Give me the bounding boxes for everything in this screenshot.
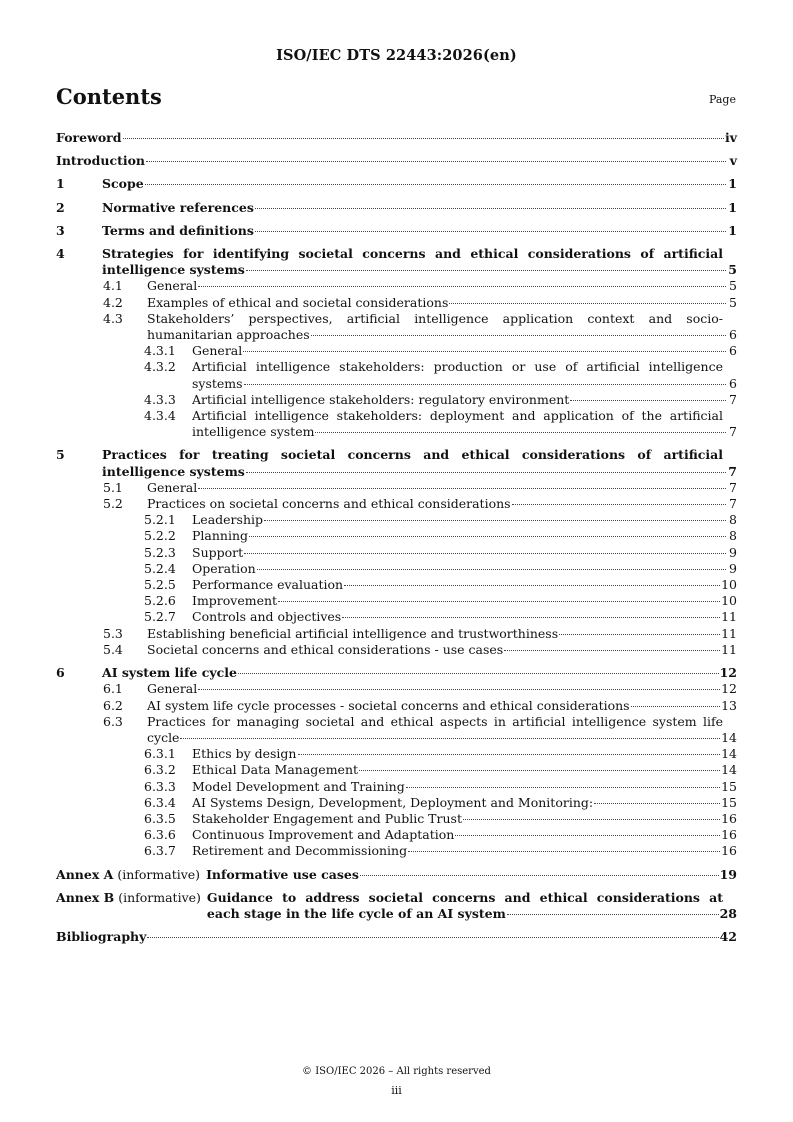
toc-number: 6.3.6	[144, 827, 176, 843]
toc-entry-s6-3-7[interactable]	[56, 843, 737, 859]
toc-entry-s6-3-5[interactable]	[56, 811, 737, 827]
toc-entry-s6[interactable]	[56, 665, 737, 681]
dot-leader	[463, 819, 720, 820]
toc-page-number: 6	[729, 343, 737, 359]
toc-number: 5.4	[103, 641, 123, 657]
toc-title: Artificial intelligence stakeholders: deployment and application of the artificial	[192, 408, 723, 424]
table-of-contents	[56, 130, 737, 945]
toc-page-number: 13	[721, 697, 737, 713]
toc-title: Controls and objectives	[192, 609, 342, 625]
toc-page-number: 14	[721, 746, 737, 762]
dot-leader	[246, 472, 726, 473]
dot-leader	[559, 634, 720, 635]
toc-number: 5.2.2	[144, 528, 176, 544]
toc-title: Continuous Improvement and Adaptation	[192, 827, 455, 843]
toc-page-number: 15	[721, 778, 737, 794]
toc-page-number: 12	[719, 665, 737, 681]
toc-page-number: 7	[729, 391, 737, 407]
toc-entry-s5-2-7[interactable]	[56, 609, 737, 625]
toc-page-number: 10	[721, 577, 737, 593]
dot-leader	[278, 601, 720, 602]
toc-number: 5.2.4	[144, 560, 176, 576]
toc-page-number: 14	[721, 762, 737, 778]
toc-title: cycle	[147, 729, 180, 745]
copyright-footer: © ISO/IEC 2026 – All rights reserved	[302, 1066, 491, 1077]
toc-title: Foreword	[56, 130, 122, 145]
toc-page-number: 11	[721, 641, 737, 657]
toc-page-number: 7	[728, 463, 737, 479]
dot-leader	[244, 553, 726, 554]
dot-leader	[311, 335, 726, 336]
toc-page-number: 9	[729, 544, 737, 560]
toc-entry-s5-2-1[interactable]	[56, 512, 737, 528]
dot-leader	[146, 161, 726, 162]
toc-title: Scope	[102, 176, 144, 192]
toc-entry-s4-3-2[interactable]	[56, 359, 737, 391]
toc-entry-s2[interactable]	[56, 200, 737, 216]
toc-entry-s5-2-6[interactable]	[56, 593, 737, 609]
toc-entry-annex-a[interactable]	[56, 867, 737, 883]
toc-entry-s4-1[interactable]	[56, 278, 737, 294]
dot-leader	[507, 914, 719, 915]
toc-title: intelligence systems	[102, 463, 245, 479]
dot-leader	[449, 303, 726, 304]
toc-title: Ethics by design	[192, 746, 297, 762]
toc-entry-intro[interactable]	[56, 153, 737, 169]
toc-title: intelligence system	[192, 424, 315, 440]
dot-leader	[631, 706, 721, 707]
toc-entry-s5-1[interactable]	[56, 480, 737, 496]
toc-page-number: 16	[721, 827, 737, 843]
dot-leader	[145, 184, 726, 185]
toc-entry-s5-2[interactable]	[56, 496, 737, 512]
toc-page-number: 15	[721, 794, 737, 810]
toc-entry-annex-b[interactable]	[56, 890, 737, 922]
toc-page-number: 10	[721, 593, 737, 609]
dot-leader	[249, 536, 726, 537]
toc-entry-s1[interactable]	[56, 176, 737, 192]
toc-number: 5.1	[103, 479, 123, 495]
toc-number: 6.2	[103, 697, 123, 713]
dot-leader	[359, 770, 720, 771]
dot-leader	[180, 738, 720, 739]
dot-leader	[255, 231, 726, 232]
toc-title: systems	[192, 375, 243, 391]
toc-title: humanitarian approaches	[147, 327, 310, 343]
dot-leader	[408, 851, 720, 852]
toc-number: 5	[56, 447, 65, 463]
annex-label: Annex A	[56, 866, 114, 882]
toc-title: Practices for treating societal concerns and ethical considerations of artificial	[102, 447, 723, 463]
toc-title: Planning	[192, 528, 249, 544]
toc-entry-s4[interactable]	[56, 246, 737, 278]
toc-page-number: 16	[721, 810, 737, 826]
toc-number: 6.3.7	[144, 843, 176, 859]
dot-leader	[315, 432, 726, 433]
toc-page-number: 7	[729, 424, 737, 440]
toc-entry-s5-3[interactable]	[56, 626, 737, 642]
toc-page-number: 5	[729, 294, 737, 310]
toc-page-number: v	[729, 153, 737, 169]
toc-page-number: 9	[729, 560, 737, 576]
dot-leader	[255, 208, 726, 209]
toc-title: Model Development and Training	[192, 778, 405, 794]
toc-number: 4.3.3	[144, 391, 176, 407]
dot-leader	[406, 787, 720, 788]
toc-number: 5.2.1	[144, 512, 176, 528]
dot-leader	[257, 569, 726, 570]
dot-leader	[246, 270, 726, 271]
toc-title: Stakeholders’ perspectives, artificial intelligence application context and socio-	[147, 310, 723, 326]
toc-title: Guidance to address societal concerns and ethical considerations at	[206, 889, 723, 905]
toc-number: 5.2.5	[144, 577, 176, 593]
toc-entry-s6-3[interactable]	[56, 714, 737, 746]
annex-type: (informative)	[118, 889, 201, 905]
toc-number: 4	[56, 246, 65, 262]
toc-number: 4.2	[103, 294, 123, 310]
toc-title: each stage in the life cycle of an AI system	[206, 905, 506, 921]
dot-leader	[504, 650, 720, 651]
toc-title: Artificial intelligence stakeholders: production or use of artificial intelligence	[192, 359, 723, 375]
toc-number: 6.3.2	[144, 762, 176, 778]
toc-title: Improvement	[192, 593, 278, 609]
toc-entry-s6-2[interactable]	[56, 698, 737, 714]
toc-number: 3	[56, 222, 65, 238]
annex-type: (informative)	[117, 866, 201, 882]
toc-title: Terms and definitions	[102, 222, 254, 238]
toc-page-number: 42	[719, 929, 737, 945]
dot-leader	[198, 286, 726, 287]
toc-page-number: 8	[729, 512, 737, 528]
toc-number: 4.1	[103, 278, 123, 294]
toc-title: Support	[192, 544, 244, 560]
toc-number: 6.3.1	[144, 746, 176, 762]
annex-label: Annex B	[56, 889, 115, 905]
dot-leader	[512, 504, 726, 505]
toc-page-number: 7	[729, 496, 737, 512]
toc-title: Artificial intelligence stakeholders: regulatory environment	[192, 391, 570, 407]
dot-leader	[570, 400, 726, 401]
toc-title: General	[147, 479, 198, 495]
dot-leader	[342, 617, 720, 618]
toc-page-number: 19	[719, 866, 737, 882]
toc-number: 6.3	[103, 713, 123, 729]
toc-title: Operation	[192, 560, 256, 576]
toc-number: 6	[56, 665, 65, 681]
toc-title: Stakeholder Engagement and Public Trust	[192, 810, 462, 826]
toc-entry-s4-3-3[interactable]	[56, 392, 737, 408]
dot-leader	[594, 803, 720, 804]
toc-page-number: 5	[728, 262, 737, 278]
toc-number: 6.3.4	[144, 794, 176, 810]
toc-entry-s4-3[interactable]	[56, 311, 737, 343]
document-id-header: ISO/IEC DTS 22443:2026(en)	[276, 47, 517, 64]
toc-page-number: 6	[729, 327, 737, 343]
dot-leader	[298, 754, 721, 755]
toc-entry-s6-1[interactable]	[56, 681, 737, 697]
toc-title: General	[192, 343, 243, 359]
dot-leader	[243, 351, 726, 352]
toc-title: Informative use cases	[206, 866, 359, 882]
toc-page-number: 16	[721, 843, 737, 859]
toc-page-number: 1	[728, 176, 737, 192]
toc-number: 6.3.5	[144, 810, 176, 826]
dot-leader	[244, 384, 726, 385]
toc-title: AI system life cycle processes - societal concerns and ethical considerations	[147, 697, 630, 713]
toc-title: Performance evaluation	[192, 577, 344, 593]
toc-number: 5.2.7	[144, 609, 176, 625]
toc-entry-s5[interactable]	[56, 447, 737, 479]
toc-entry-s3[interactable]	[56, 223, 737, 239]
toc-title: intelligence systems	[102, 262, 245, 278]
toc-entry-s5-2-5[interactable]	[56, 577, 737, 593]
toc-title: Retirement and Decommissioning	[192, 843, 408, 859]
toc-entry-s4-3-1[interactable]	[56, 343, 737, 359]
toc-entry-s6-3-1[interactable]	[56, 746, 737, 762]
toc-title: Bibliography	[56, 929, 147, 945]
contents-title: Contents	[56, 84, 162, 109]
toc-entry-s5-4[interactable]	[56, 642, 737, 658]
toc-number: 4.3.1	[144, 343, 176, 359]
toc-number: 6.1	[103, 681, 123, 697]
page-column-label: Page	[708, 93, 736, 106]
toc-number: 5.3	[103, 625, 123, 641]
toc-page-number: 11	[721, 609, 737, 625]
toc-entry-s6-3-6[interactable]	[56, 827, 737, 843]
toc-page-number: iv	[724, 130, 737, 145]
toc-title: Examples of ethical and societal considerations	[147, 294, 449, 310]
toc-page-number: 7	[729, 479, 737, 495]
toc-title: AI system life cycle	[102, 665, 237, 681]
toc-title: Establishing beneficial artificial intelligence and trustworthiness	[147, 625, 559, 641]
toc-page-number: 14	[721, 729, 737, 745]
dot-leader	[147, 937, 718, 938]
toc-title: Introduction	[56, 153, 146, 169]
toc-page-number: 8	[729, 528, 737, 544]
toc-title: Strategies for identifying societal concerns and ethical considerations of artificial	[102, 246, 723, 262]
toc-title: AI Systems Design, Development, Deployment and Monitoring:	[192, 794, 594, 810]
toc-entry-s4-2[interactable]	[56, 295, 737, 311]
toc-page-number: 1	[728, 199, 737, 215]
toc-number: 1	[56, 176, 65, 192]
dot-leader	[360, 875, 719, 876]
toc-entry-foreword[interactable]	[56, 130, 737, 146]
toc-title: Practices for managing societal and ethical aspects in artificial intelligence system life	[147, 713, 723, 729]
toc-entry-s6-3-4[interactable]	[56, 795, 737, 811]
toc-page-number: 5	[729, 278, 737, 294]
toc-number: 4.3	[103, 310, 123, 326]
dot-leader	[264, 520, 726, 521]
toc-number: 6.3.3	[144, 778, 176, 794]
toc-entry-s4-3-4[interactable]	[56, 408, 737, 440]
toc-title: Ethical Data Management	[192, 762, 359, 778]
dot-leader	[198, 488, 726, 489]
toc-entry-s5-2-4[interactable]	[56, 561, 737, 577]
toc-title: Societal concerns and ethical considerations - use cases	[147, 641, 504, 657]
toc-entry-s5-2-3[interactable]	[56, 545, 737, 561]
toc-page-number: 28	[719, 905, 737, 921]
toc-number: 5.2.3	[144, 544, 176, 560]
toc-page-number: 12	[721, 681, 737, 697]
toc-entry-s5-2-2[interactable]	[56, 528, 737, 544]
toc-title: General	[147, 681, 198, 697]
toc-number: 4.3.4	[144, 408, 176, 424]
dot-leader	[238, 673, 719, 674]
dot-leader	[123, 138, 724, 139]
dot-leader	[198, 689, 720, 690]
toc-page-number: 11	[721, 625, 737, 641]
toc-title: Normative references	[102, 199, 254, 215]
toc-page-number: 1	[728, 222, 737, 238]
page-number: iii	[391, 1084, 402, 1097]
toc-entry-biblio[interactable]	[56, 929, 737, 945]
toc-title: General	[147, 278, 198, 294]
toc-entry-s6-3-3[interactable]	[56, 779, 737, 795]
dot-leader	[344, 585, 720, 586]
toc-number: 5.2	[103, 496, 123, 512]
toc-entry-s6-3-2[interactable]	[56, 762, 737, 778]
toc-title: Practices on societal concerns and ethical considerations	[147, 496, 511, 512]
toc-number: 4.3.2	[144, 359, 176, 375]
toc-number: 2	[56, 199, 65, 215]
toc-number: 5.2.6	[144, 593, 176, 609]
toc-page-number: 6	[729, 375, 737, 391]
toc-title: Leadership	[192, 512, 263, 528]
dot-leader	[455, 835, 720, 836]
